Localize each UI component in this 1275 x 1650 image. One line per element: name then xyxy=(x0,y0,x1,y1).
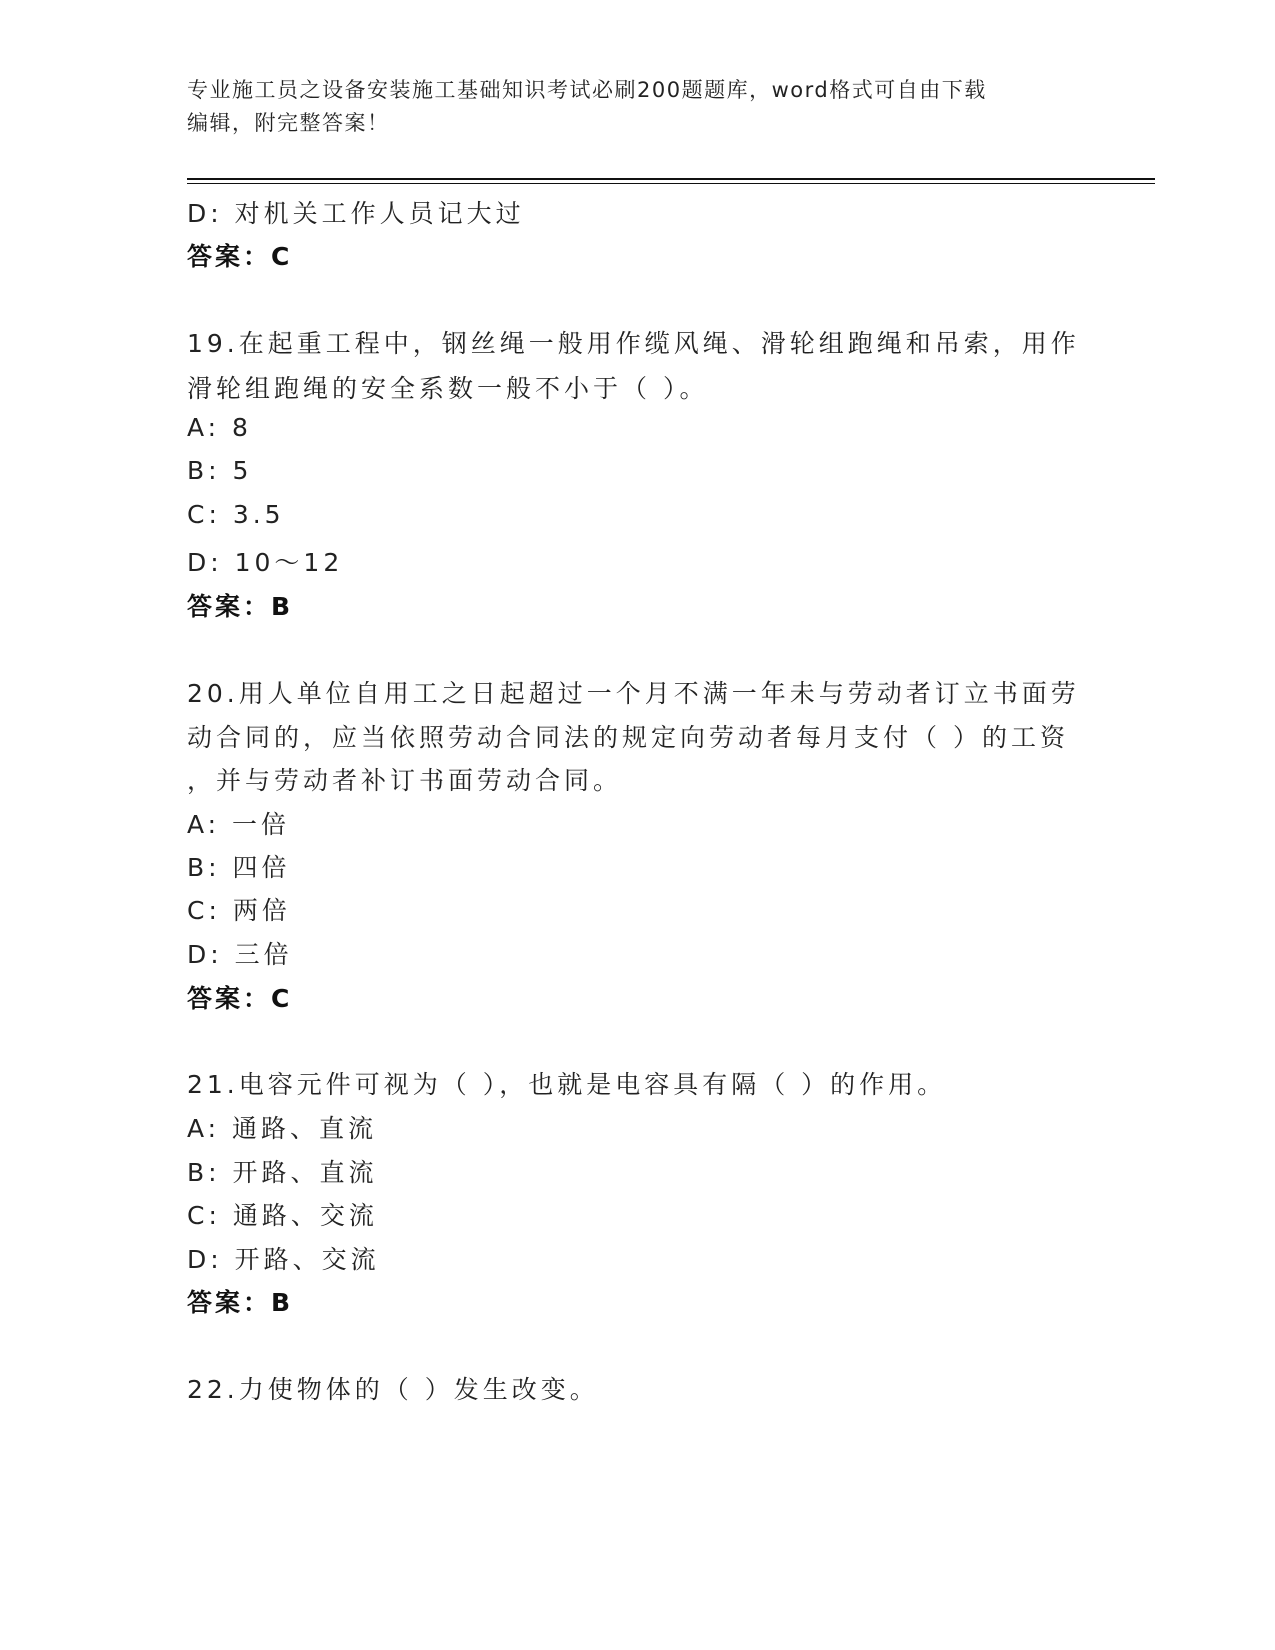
q21-option-d: D: 开路、交流 xyxy=(187,1245,380,1274)
q19-option-c: C: 3.5 xyxy=(187,500,285,529)
q19-stem-line-2: 滑轮组跑绳的安全系数一般不小于（ ）。 xyxy=(187,374,709,403)
q22-stem-line-1: 22.力使物体的（ ）发生改变。 xyxy=(187,1375,599,1404)
q19-answer: 答案：B xyxy=(187,592,294,621)
q21-option-a: A: 通路、直流 xyxy=(187,1114,378,1143)
q19-option-b: B: 5 xyxy=(187,456,253,485)
q20-stem-line-2: 动合同的，应当依照劳动合同法的规定向劳动者每月支付（ ）的工资 xyxy=(187,723,1069,752)
q21-option-c: C: 通路、交流 xyxy=(187,1201,378,1230)
q18-answer: 答案：C xyxy=(187,242,293,271)
q19-stem-line-1: 19.在起重工程中，钢丝绳一般用作缆风绳、滑轮组跑绳和吊索，用作 xyxy=(187,329,1080,358)
header-title-line-2: 编辑，附完整答案！ xyxy=(187,111,390,135)
q20-stem-line-3: ，并与劳动者补订书面劳动合同。 xyxy=(187,766,623,795)
q21-option-b: B: 开路、直流 xyxy=(187,1158,378,1187)
header-divider-thick xyxy=(187,178,1155,180)
document-header xyxy=(187,74,1087,140)
q21-answer: 答案：B xyxy=(187,1288,294,1317)
q20-stem-line-1: 20.用人单位自用工之日起超过一个月不满一年未与劳动者订立书面劳 xyxy=(187,679,1080,708)
q20-answer: 答案：C xyxy=(187,984,293,1013)
q21-stem-line-1: 21.电容元件可视为（ ），也就是电容具有隔（ ）的作用。 xyxy=(187,1070,947,1099)
q19-option-d: D: 10～12 xyxy=(187,548,344,577)
q20-option-c: C: 两倍 xyxy=(187,896,291,925)
q20-option-a: A: 一倍 xyxy=(187,810,291,839)
header-divider-thin xyxy=(187,183,1155,184)
q20-option-d: D: 三倍 xyxy=(187,940,293,969)
q20-option-b: B: 四倍 xyxy=(187,853,291,882)
header-title-line-1: 专业施工员之设备安装施工基础知识考试必刷200题题库，word格式可自由下载 xyxy=(187,78,987,102)
q19-option-a: A: 8 xyxy=(187,413,252,442)
q18-option-d: D: 对机关工作人员记大过 xyxy=(187,199,525,228)
